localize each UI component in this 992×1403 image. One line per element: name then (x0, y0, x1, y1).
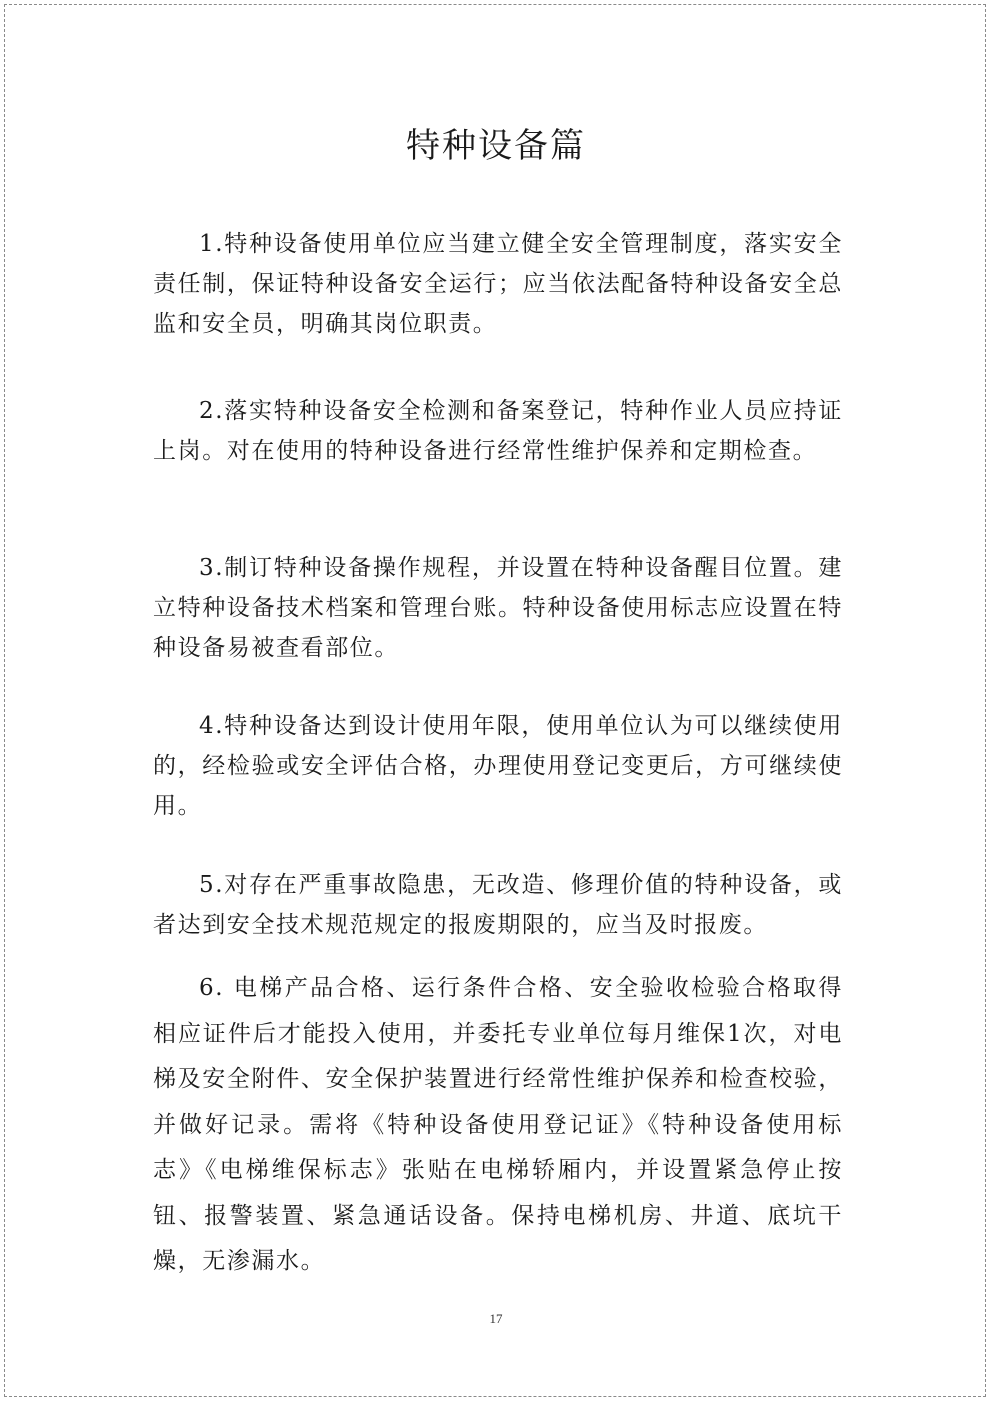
paragraph-5: 5.对存在严重事故隐患，无改造、修理价值的特种设备，或者达到安全技术规范规定的报废期限的，应当及时报废。 (153, 872, 843, 938)
paragraph-6: 6. 电梯产品合格、运行条件合格、安全验收检验合格取得相应证件后才能投入使用，并委托专业单位每月维保1次，对电梯及安全附件、安全保护装置进行经常性维护保养和检查校验，并做好记录。需将《特种设备使用登记证》《特种设备使用标志》《电梯维保标志》张贴在电梯轿厢内，并设置紧急停止按钮、报警装置、紧急通话设备。保持电梯机房、井道、底坑干燥，无渗漏水。 (153, 975, 843, 1274)
paragraph-1: 1.特种设备使用单位应当建立健全安全管理制度，落实安全责任制，保证特种设备安全运行；应当依法配备特种设备安全总监和安全员，明确其岗位职责。 (153, 231, 843, 337)
paragraph-4: 4.特种设备达到设计使用年限，使用单位认为可以继续使用的，经检验或安全评估合格，办理使用登记变更后，方可继续使用。 (153, 713, 843, 819)
page-title: 特种设备篇 (406, 126, 586, 166)
page-number: 17 (489, 1311, 503, 1326)
paragraph-2: 2.落实特种设备安全检测和备案登记，特种作业人员应持证上岗。对在使用的特种设备进行经常性维护保养和定期检查。 (153, 398, 843, 464)
paragraph-3: 3.制订特种设备操作规程，并设置在特种设备醒目位置。建立特种设备技术档案和管理台账。特种设备使用标志应设置在特种设备易被查看部位。 (153, 555, 843, 661)
